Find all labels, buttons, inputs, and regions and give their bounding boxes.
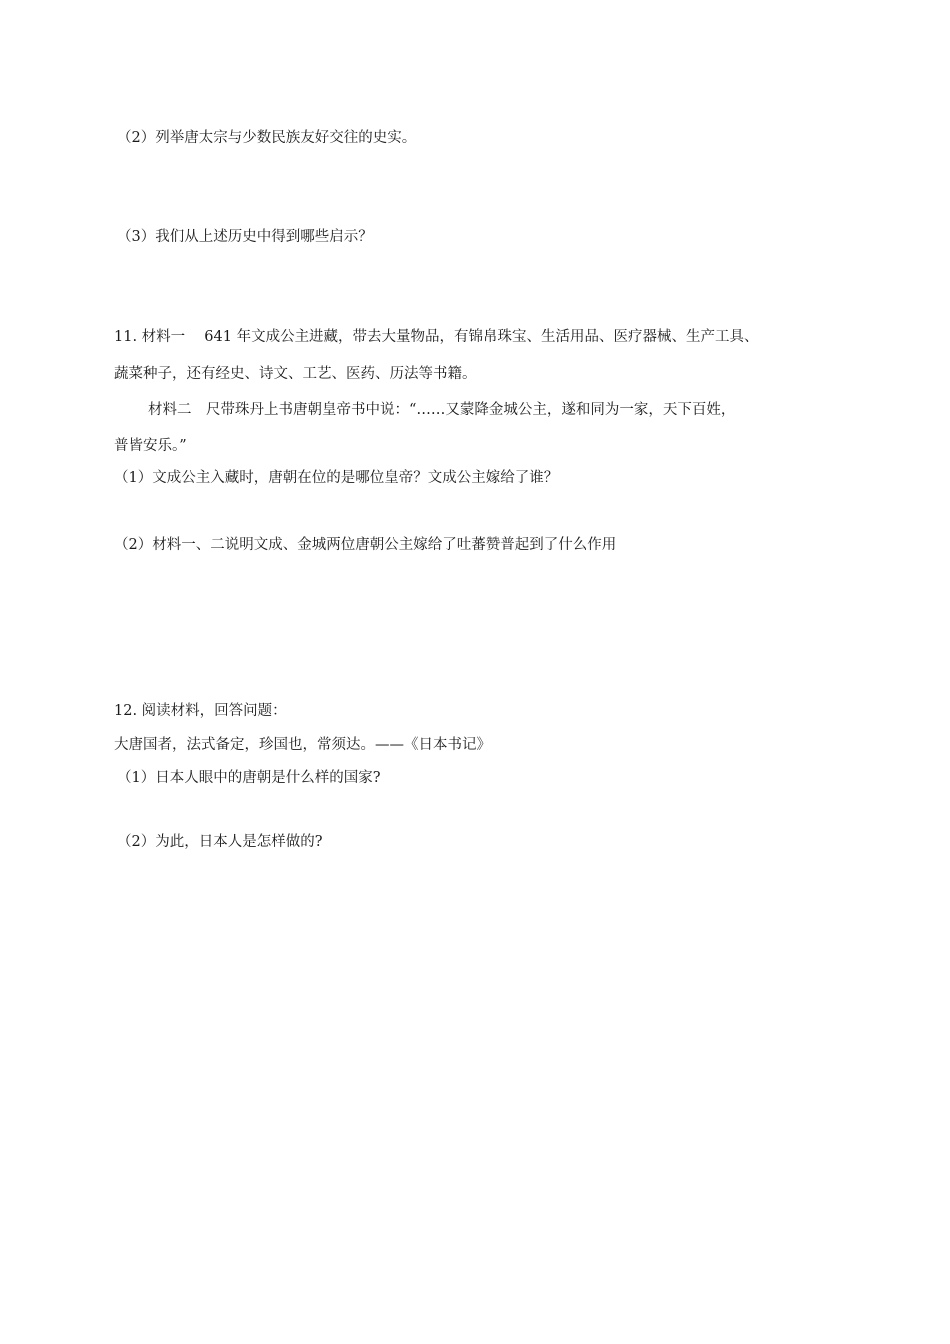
q10-sub3: （3）我们从上述历史中得到哪些启示？ [117,229,373,245]
q11-material2-line1: 材料二 尺带珠丹上书唐朝皇帝书中说：“……又蒙降金城公主，遂和同为一家，天下百姓， [148,402,736,418]
q11-material1-line1: 11. 材料一 641 年文成公主进藏，带去大量物品，有锦帛珠宝、生活用品、医疗器械、生产工具、 [114,329,759,345]
q12-quote: 大唐国者，法式备定，珍国也，常须达。——《日本书记》 [114,737,491,753]
q12-sub1: （1）日本人眼中的唐朝是什么样的国家? [117,770,381,786]
q11-sub2: （2）材料一、二说明文成、金城两位唐朝公主嫁给了吐蕃赞普起到了什么作用 [114,537,617,553]
q11-sub1: （1）文成公主入藏时，唐朝在位的是哪位皇帝？文成公主嫁给了谁？ [114,470,559,486]
q12-sub2: （2）为此，日本人是怎样做的? [117,834,323,850]
q11-material1-line2: 蔬菜种子，还有经史、诗文、工艺、医药、历法等书籍。 [114,366,477,382]
q12-stem: 12. 阅读材料，回答问题： [114,703,287,719]
q10-sub2: （2）列举唐太宗与少数民族友好交往的史实。 [117,130,417,146]
q11-material2-line2: 普皆安乐。” [114,438,187,454]
